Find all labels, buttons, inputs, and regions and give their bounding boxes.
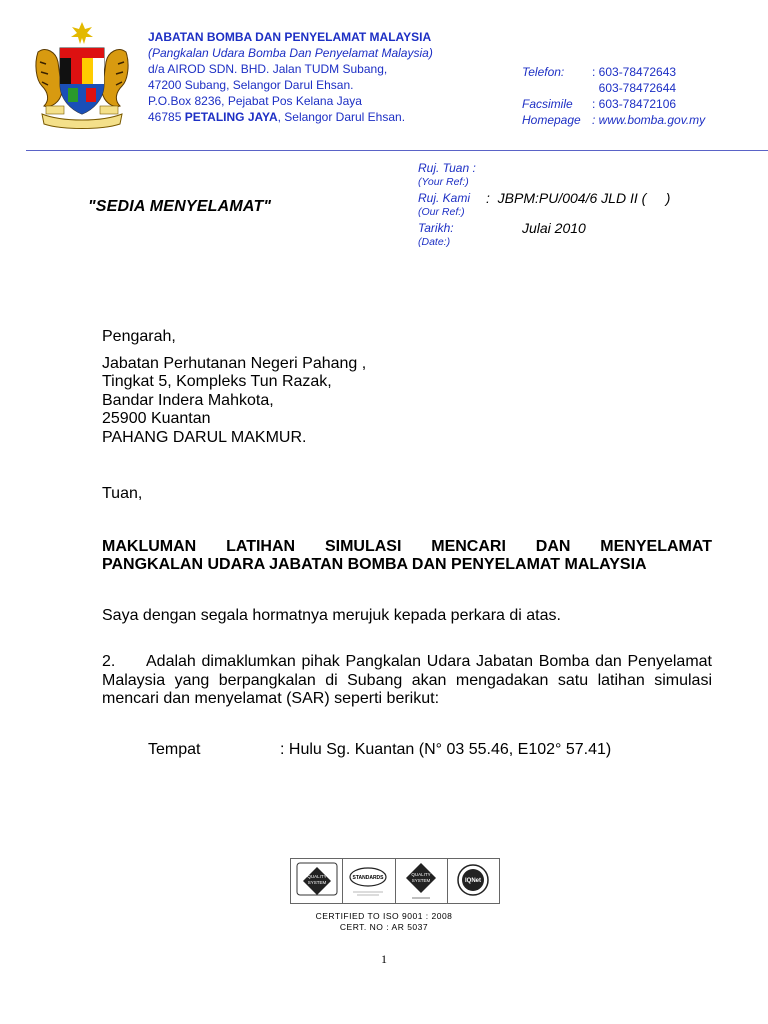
certification-logos (290, 858, 500, 904)
quality-system-logo-2 (396, 859, 448, 903)
paragraph-2-number: 2. (102, 653, 116, 670)
org-name: JABATAN BOMBA DAN PENYELAMAT MALAYSIA (148, 30, 432, 44)
coat-of-arms-logo (32, 22, 132, 132)
standards-logo (343, 859, 395, 903)
your-ref-label: Ruj. Tuan : (418, 161, 476, 175)
our-ref-english: (Our Ref:) (418, 206, 465, 218)
certification-line-2: CERT. NO : AR 5037 (339, 922, 429, 932)
fax-number: : 603-78472106 (592, 97, 677, 111)
telephone-label: Telefon: (522, 65, 565, 79)
letterhead-divider (26, 150, 768, 151)
svg-text:IQNet: IQNet (464, 878, 481, 884)
svg-text:SYSTEM: SYSTEM (307, 880, 327, 885)
paragraph-2-text: Adalah dimaklumkan pihak Pangkalan Udara Jabatan Bomba dan Penyelamat Malaysia yang berpangkalan di Subang akan mengadakan satu latihan simulasi mencari dan menyelamat (SAR) seperti berikut: (102, 653, 712, 707)
reference-block (418, 161, 671, 251)
letter-body (102, 328, 712, 759)
venue-row (102, 741, 712, 760)
fax-label: Facsimile (522, 97, 573, 111)
paragraph-2 (102, 653, 712, 709)
salutation: Tuan, (102, 485, 143, 502)
address-line-1: d/a AIROD SDN. BHD. Jalan TUDM Subang, (148, 62, 388, 76)
telephone-2: 603-78472644 (592, 81, 677, 95)
venue-value: : Hulu Sg. Kuantan (N° 03 55.46, E102° 57.41) (280, 740, 612, 758)
venue-label: Tempat (148, 740, 201, 758)
svg-text:STANDARDS: STANDARDS (352, 875, 384, 881)
certification-line-1: CERTIFIED TO ISO 9001 : 2008 (315, 911, 453, 921)
our-ref-value: : JBPM:PU/004/6 JLD II ( ) (486, 190, 671, 206)
recipient-line-5: PAHANG DARUL MAKMUR. (102, 428, 307, 446)
homepage-url: : www.bomba.gov.my (592, 113, 706, 127)
letterhead-contact (522, 64, 705, 128)
your-ref-english: (Your Ref:) (418, 176, 469, 188)
date-value: Julai 2010 (522, 220, 586, 236)
recipient-line-2: Tingkat 5, Kompleks Tun Razak, (102, 373, 332, 390)
date-english: (Date:) (418, 236, 451, 248)
letterhead-organisation (148, 29, 433, 125)
address-line-2: 47200 Subang, Selangor Darul Ehsan. (148, 78, 354, 92)
page-number: 1 (381, 952, 387, 966)
svg-text:QUALITY: QUALITY (307, 874, 327, 879)
org-subtitle: (Pangkalan Udara Bomba Dan Penyelamat Malaysia) (148, 46, 433, 60)
recipient-line-4: 25900 Kuantan (102, 410, 211, 427)
quality-system-logo (291, 859, 343, 903)
iqnet-logo (448, 859, 499, 903)
recipient-line-3: Bandar Indera Mahkota, (102, 391, 274, 409)
telephone-1: : 603-78472643 (592, 65, 677, 79)
subject-line-2: PANGKALAN UDARA JABATAN BOMBA DAN PENYELAMAT MALAYSIA (102, 556, 647, 573)
date-label: Tarikh: (418, 221, 454, 235)
svg-text:SYSTEM: SYSTEM (411, 878, 430, 883)
paragraph-1: Saya dengan segala hormatnya merujuk kepada perkara di atas. (102, 606, 561, 624)
address-line-4: 46785 PETALING JAYA, Selangor Darul Ehsan. (148, 110, 406, 124)
our-ref-label: Ruj. Kami (418, 191, 471, 205)
homepage-label: Homepage (522, 113, 581, 127)
motto: "SEDIA MENYELAMAT" (88, 198, 272, 215)
address-line-3: P.O.Box 8236, Pejabat Pos Kelana Jaya (148, 94, 362, 108)
recipient-address (102, 328, 712, 447)
subject-line-1: MAKLUMAN LATIHAN SIMULASI MENCARI DAN MENYELAMAT (102, 537, 712, 555)
recipient-title: Pengarah, (102, 328, 176, 345)
recipient-line-1: Jabatan Perhutanan Negeri Pahang , (102, 354, 367, 372)
subject-heading (102, 538, 712, 575)
svg-text:QUALITY: QUALITY (410, 872, 431, 877)
